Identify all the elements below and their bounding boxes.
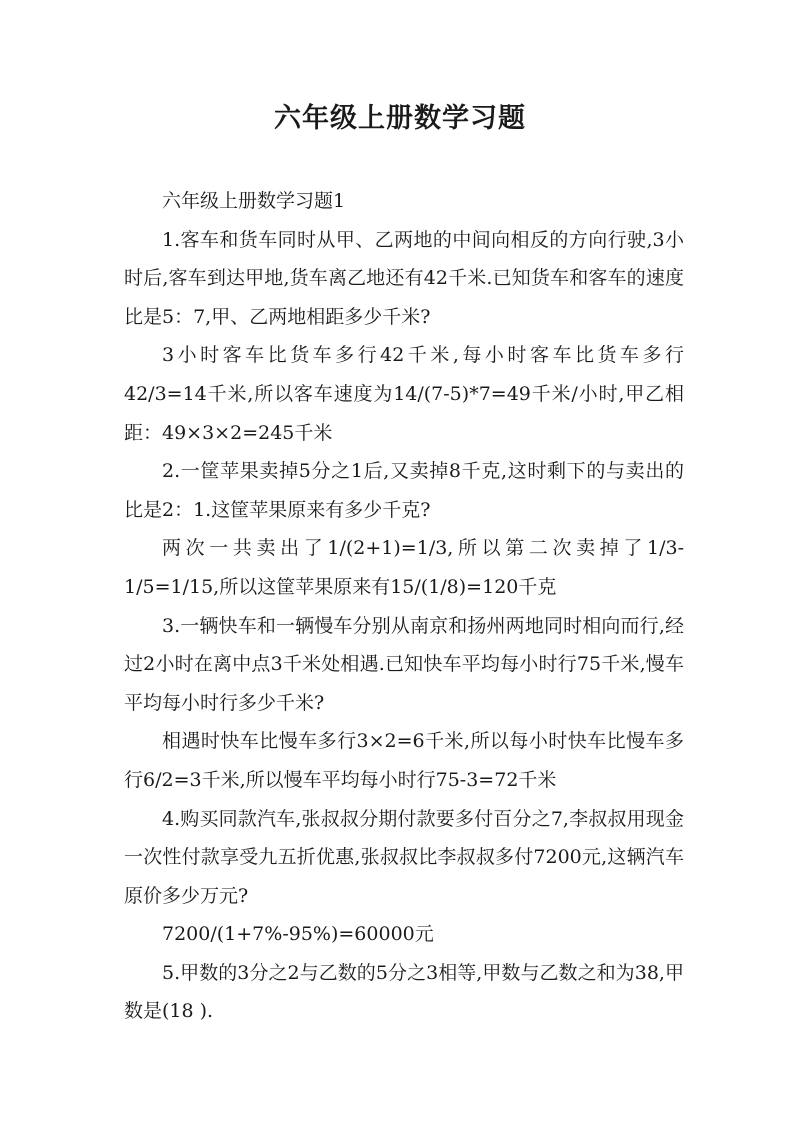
question-3: 3.一辆快车和一辆慢车分别从南京和扬州两地同时相向而行,经过2小时在离中点3千米处相遇.已知快车平均每小时行75千米,慢车平均每小时行多少千米? <box>124 614 684 714</box>
question-1: 1.客车和货车同时从甲、乙两地的中间向相反的方向行驶,3小时后,客车到达甲地,货车离乙地还有42千米.已知货车和客车的速度比是5：7,甲、乙两地相距多少千米? <box>124 228 684 328</box>
question-2: 2.一筐苹果卖掉5分之1后,又卖掉8千克,这时剩下的与卖出的比是2：1.这筐苹果原来有多少千克? <box>124 460 684 521</box>
answer-2: 两次一共卖出了1/(2+1)=1/3,所以第二次卖掉了1/3-1/5=1/15,所以这筐苹果原来有15/(1/8)=120千克 <box>124 537 684 598</box>
question-4: 4.购买同款汽车,张叔叔分期付款要多付百分之7,李叔叔用现金一次性付款享受九五折优惠,张叔叔比李叔叔多付7200元,这辆汽车原价多少万元? <box>124 807 684 907</box>
document-title: 六年级上册数学习题 <box>274 103 526 134</box>
document-body <box>124 182 684 1031</box>
answer-4: 7200/(1+7%-95%)=60000元 <box>162 923 434 946</box>
answer-3: 相遇时快车比慢车多行3×2=6千米,所以每小时快车比慢车多行6/2=3千米,所以慢车平均每小时行75-3=72千米 <box>124 730 684 791</box>
question-5: 5.甲数的3分之2与乙数的5分之3相等,甲数与乙数之和为38,甲数是(18 ). <box>124 961 684 1023</box>
section-heading: 六年级上册数学习题1 <box>162 190 346 212</box>
answer-1: 3小时客车比货车多行42千米,每小时客车比货车多行42/3=14千米,所以客车速度为14/(7-5)*7=49千米/小时,甲乙相距：49×3×2=245千米 <box>124 344 684 444</box>
